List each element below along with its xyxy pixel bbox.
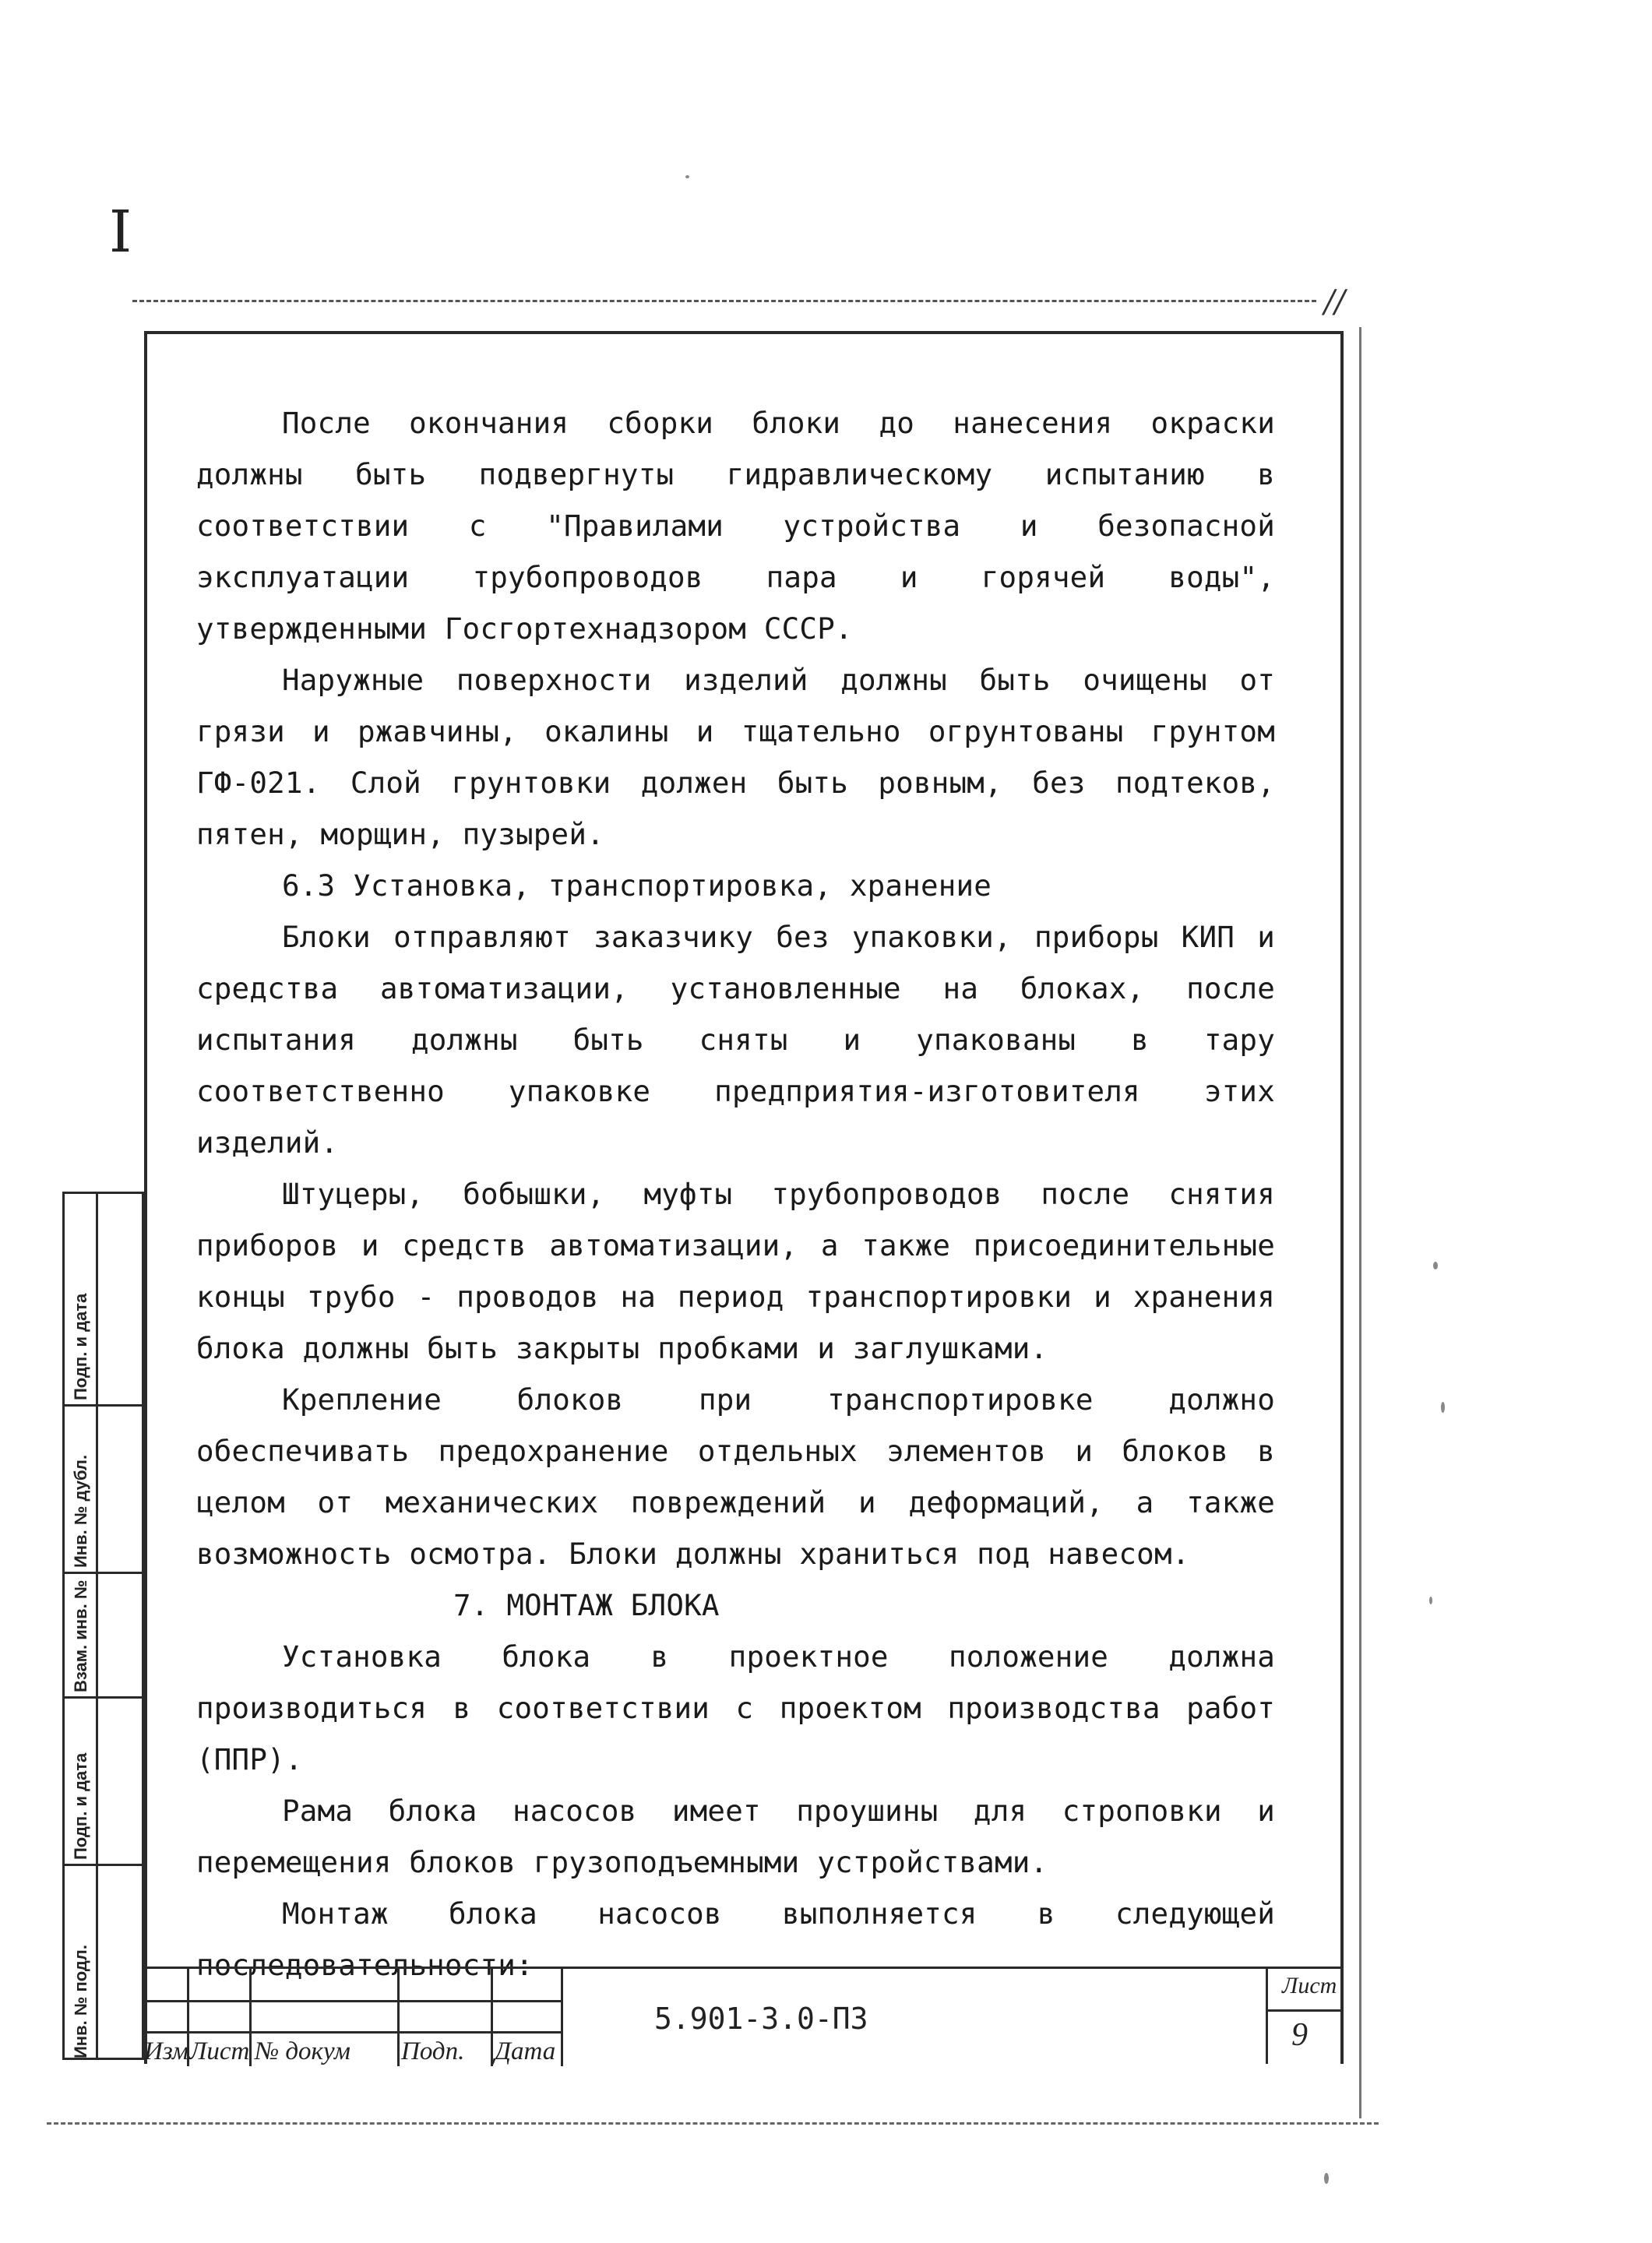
sheet-divider — [1268, 2009, 1344, 2012]
side-label-vzam-inv: Взам. инв. № — [71, 1579, 90, 1692]
scan-speck — [1441, 1402, 1445, 1413]
outer-bottom-rule — [47, 2122, 1379, 2127]
side-stamp-row — [65, 1864, 142, 1866]
scan-speck — [1429, 1597, 1432, 1604]
paragraph-installation: Установка блока в проектное положение должна производиться в соответствии с проектом производства работ (ППР). — [196, 1639, 1275, 1776]
side-stamp-divider — [96, 1194, 98, 2058]
tb-col — [397, 1969, 400, 2066]
paragraph-sequence: Монтаж блока насосов выполняется в следующей последовательности: — [196, 1896, 1275, 1982]
side-stamp-row — [65, 1696, 142, 1699]
sheet-number: 9 — [1291, 2017, 1308, 2053]
col-label-podp: Подп. — [401, 2037, 465, 2065]
side-stamp-row — [65, 1404, 142, 1407]
side-stamp-row — [65, 1572, 142, 1574]
sheet-label: Лист — [1282, 1973, 1337, 1998]
tb-col — [491, 1969, 493, 2066]
col-label-dokum: № докум — [255, 2037, 350, 2065]
sheet-box — [1266, 1967, 1344, 2064]
tb-col — [561, 1969, 563, 2066]
side-label-podp-data-2: Подп. и дата — [71, 1293, 90, 1400]
col-label-list: Лист — [189, 2037, 250, 2065]
tb-row — [144, 2031, 561, 2033]
paragraph-fastening: Крепление блоков при транспортировке должно обеспечивать предохранение отдельных элементов и блоков в целом от механических повреждений и деформаций, а также возможность осмотра. Блоки должны храниться под навесом. — [196, 1382, 1275, 1571]
top-rule — [132, 300, 1316, 305]
paragraph-fittings: Штуцеры, бобышки, муфты трубопроводов после снятия приборов и средств автоматизации, а также присоединительные концы трубо - проводов на период транспортировки и хранения блока должны быть закрыты пробками и заглушками. — [196, 1177, 1275, 1365]
scan-speck — [1324, 2173, 1329, 2184]
tb-row — [144, 2000, 561, 2002]
side-stamp — [62, 1192, 144, 2060]
section-heading-6-3: 6.3 Установка, транспортировка, хранение — [282, 868, 992, 903]
title-block-grid — [144, 1969, 561, 2066]
document-body — [196, 397, 1275, 1991]
side-label-podp-data: Подп. и дата — [71, 1752, 90, 1860]
side-label-inv-dubl: Инв. № дубл. — [71, 1454, 90, 1568]
scan-speck — [685, 175, 689, 178]
col-label-izm: Изм — [144, 2037, 188, 2065]
paragraph-hydraulic-test: После окончания сборки блоки до нанесения окраски должны быть подвергнуты гидравлическому испытанию в соответствии с "Правилами устройства и безопасной эксплуатации трубопроводов пара и горячей воды", утвержденными Госгортехнадзором СССР. — [196, 406, 1275, 646]
col-label-data: Дата — [495, 2037, 556, 2065]
paragraph-surface-prep: Наружные поверхности изделий должны быть очищены от грязи и ржавчины, окалины и тщательно огрунтованы грунтом ГФ-021. Слой грунтовки должен быть ровным, без подтеков, пятен, морщин, пузырей. — [196, 663, 1275, 851]
tb-col — [249, 1969, 252, 2066]
side-label-inv-podl: Инв. № подл. — [71, 1945, 90, 2058]
paragraph-shipping: Блоки отправляют заказчику без упаковки, приборы КИП и средства автоматизации, установленные на блоках, после испытания должны быть сняты и упакованы в тару соответственно упаковке предприятия-изготовителя этих изделий. — [196, 920, 1275, 1160]
section-heading-7: 7. МОНТАЖ БЛОКА — [453, 1588, 720, 1622]
document-code: 5.901-3.0-ПЗ — [654, 2002, 868, 2036]
outer-right-rule — [1359, 327, 1361, 2118]
paragraph-frame-lugs: Рама блока насосов имеет проушины для строповки и перемещения блоков грузоподъемными устройствами. — [196, 1794, 1275, 1879]
corner-mark: // — [1324, 284, 1345, 320]
scan-speck — [1433, 1262, 1438, 1269]
margin-mark: I — [109, 199, 132, 266]
